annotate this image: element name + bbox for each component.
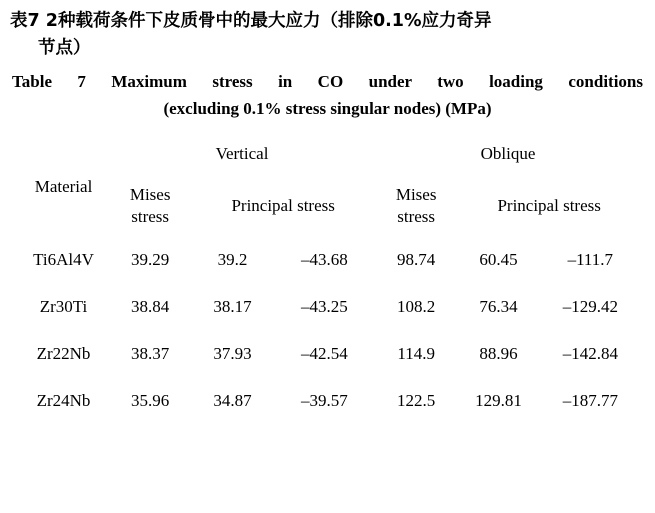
cell-vertical-principal-2: –42.54: [300, 344, 348, 364]
cell-vertical-principal-2: –43.68: [300, 250, 348, 270]
caption-chinese-line2: 节点）: [38, 38, 91, 59]
cell-vertical-principal-1: 39.2: [217, 250, 248, 270]
caption-english-line2: (excluding 0.1% stress singular nodes) (MPa): [163, 99, 492, 119]
cell-oblique-principal-1: 76.34: [479, 297, 518, 317]
caption-english-line1: Table 7 Maximum stress in CO under two loading conditions: [12, 72, 643, 92]
cell-vertical-principal-2: –43.25: [300, 297, 348, 317]
group-header-vertical: [109, 137, 375, 175]
cell-vertical-mises: 38.37: [131, 344, 170, 364]
cell-material: Zr24Nb: [36, 391, 91, 411]
header-vertical-mises-line1: Mises: [129, 185, 171, 205]
caption-chinese-line1: 表7 2种载荷条件下皮质骨中的最大应力（排除0.1%应力奇异: [10, 11, 492, 31]
header-vertical-mises-line2: stress: [131, 206, 170, 226]
cell-vertical-mises: 35.96: [131, 391, 170, 411]
group-header-oblique: [375, 137, 641, 175]
cell-vertical-principal-1: 38.17: [213, 297, 252, 317]
cell-oblique-principal-1: 129.81: [475, 391, 522, 411]
header-oblique-mises-line1: Mises: [395, 185, 437, 205]
cell-oblique-principal-1: 60.45: [479, 250, 518, 270]
group-header-oblique-label: Oblique: [480, 143, 536, 163]
cell-oblique-principal-2: –111.7: [567, 250, 614, 270]
cell-vertical-principal-1: 37.93: [213, 344, 252, 364]
caption-chinese: [10, 8, 645, 62]
cell-oblique-mises: 122.5: [397, 391, 436, 411]
table-row: [14, 331, 641, 378]
header-vertical-mises: [109, 175, 191, 237]
table-row: [14, 378, 641, 425]
cell-oblique-principal-2: –142.84: [562, 344, 618, 364]
cell-vertical-principal-2: –39.57: [300, 391, 348, 411]
sub-header-row: [14, 175, 641, 237]
cell-vertical-mises: 39.29: [131, 250, 170, 270]
stress-table: [14, 137, 641, 425]
cell-vertical-principal-1: 34.87: [213, 391, 252, 411]
cell-oblique-mises: 108.2: [397, 297, 436, 317]
header-vertical-principal: Principal stress: [231, 196, 335, 215]
group-header-row: [14, 137, 641, 175]
group-header-vertical-label: Vertical: [215, 143, 269, 163]
cell-material: Zr30Ti: [39, 297, 88, 317]
cell-oblique-principal-2: –187.77: [562, 391, 618, 411]
cell-oblique-mises: 98.74: [397, 250, 436, 270]
header-oblique-mises: [375, 175, 457, 237]
header-material: Material: [34, 176, 93, 196]
cell-oblique-principal-1: 88.96: [479, 344, 518, 364]
caption-english: [10, 68, 645, 122]
cell-material: Ti6Al4V: [33, 250, 94, 270]
table-row: [14, 237, 641, 284]
cell-oblique-principal-2: –129.42: [562, 297, 618, 317]
table-container: [10, 137, 645, 425]
cell-vertical-mises: 38.84: [131, 297, 170, 317]
header-oblique-principal: Principal stress: [497, 196, 601, 215]
table-row: [14, 284, 641, 331]
cell-material: Zr22Nb: [36, 344, 91, 364]
header-oblique-mises-line2: stress: [397, 206, 436, 226]
cell-oblique-mises: 114.9: [397, 344, 435, 364]
